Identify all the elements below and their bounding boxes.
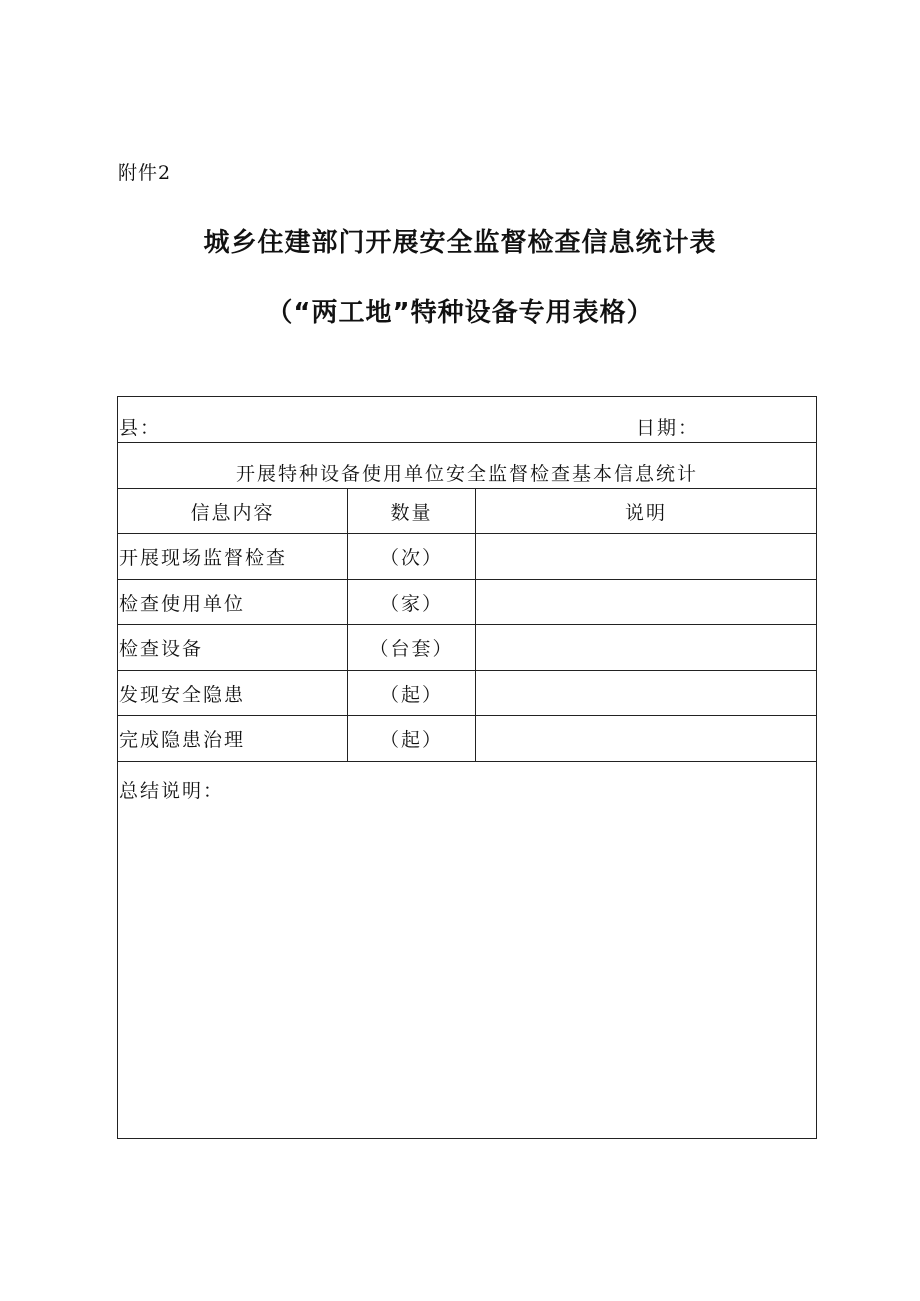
summary-area	[118, 762, 816, 1138]
form-header-row	[118, 397, 816, 443]
row-item: 发现安全隐患	[119, 683, 246, 706]
column-header-note: 说明	[475, 489, 816, 533]
table-row	[118, 716, 816, 762]
column-header-row	[118, 489, 816, 534]
row-item: 完成隐患治理	[119, 729, 246, 751]
statistics-form	[117, 396, 817, 1139]
page-subtitle: （“两工地”特种设备专用表格）	[266, 298, 654, 328]
section-title: 开展特种设备使用单位安全监督检查基本信息统计	[235, 463, 698, 485]
row-unit: （起）	[347, 671, 475, 715]
row-unit: （台套）	[347, 625, 475, 670]
row-unit: （家）	[347, 580, 475, 624]
county-label: 县：	[119, 417, 162, 439]
row-item: 检查使用单位	[119, 592, 246, 615]
table-row	[118, 534, 816, 580]
date-label: 日期：	[636, 417, 700, 439]
row-note	[475, 716, 816, 761]
column-header-quantity: 数量	[347, 489, 475, 533]
row-item: 开展现场监督检查	[119, 547, 288, 569]
row-note	[475, 580, 816, 624]
row-note	[475, 625, 816, 670]
row-note	[475, 534, 816, 579]
row-note	[475, 671, 816, 715]
table-row	[118, 625, 816, 671]
page-title: 城乡住建部门开展安全监督检查信息统计表	[203, 228, 717, 258]
section-title-row	[118, 443, 816, 489]
summary-label: 总结说明：	[119, 780, 225, 802]
table-row	[118, 580, 816, 625]
attachment-label: 附件2	[118, 162, 172, 184]
row-unit: （次）	[347, 534, 475, 579]
column-header-item: 信息内容	[190, 501, 275, 524]
row-unit: （起）	[347, 716, 475, 761]
row-item: 检查设备	[119, 638, 204, 660]
table-row	[118, 671, 816, 716]
